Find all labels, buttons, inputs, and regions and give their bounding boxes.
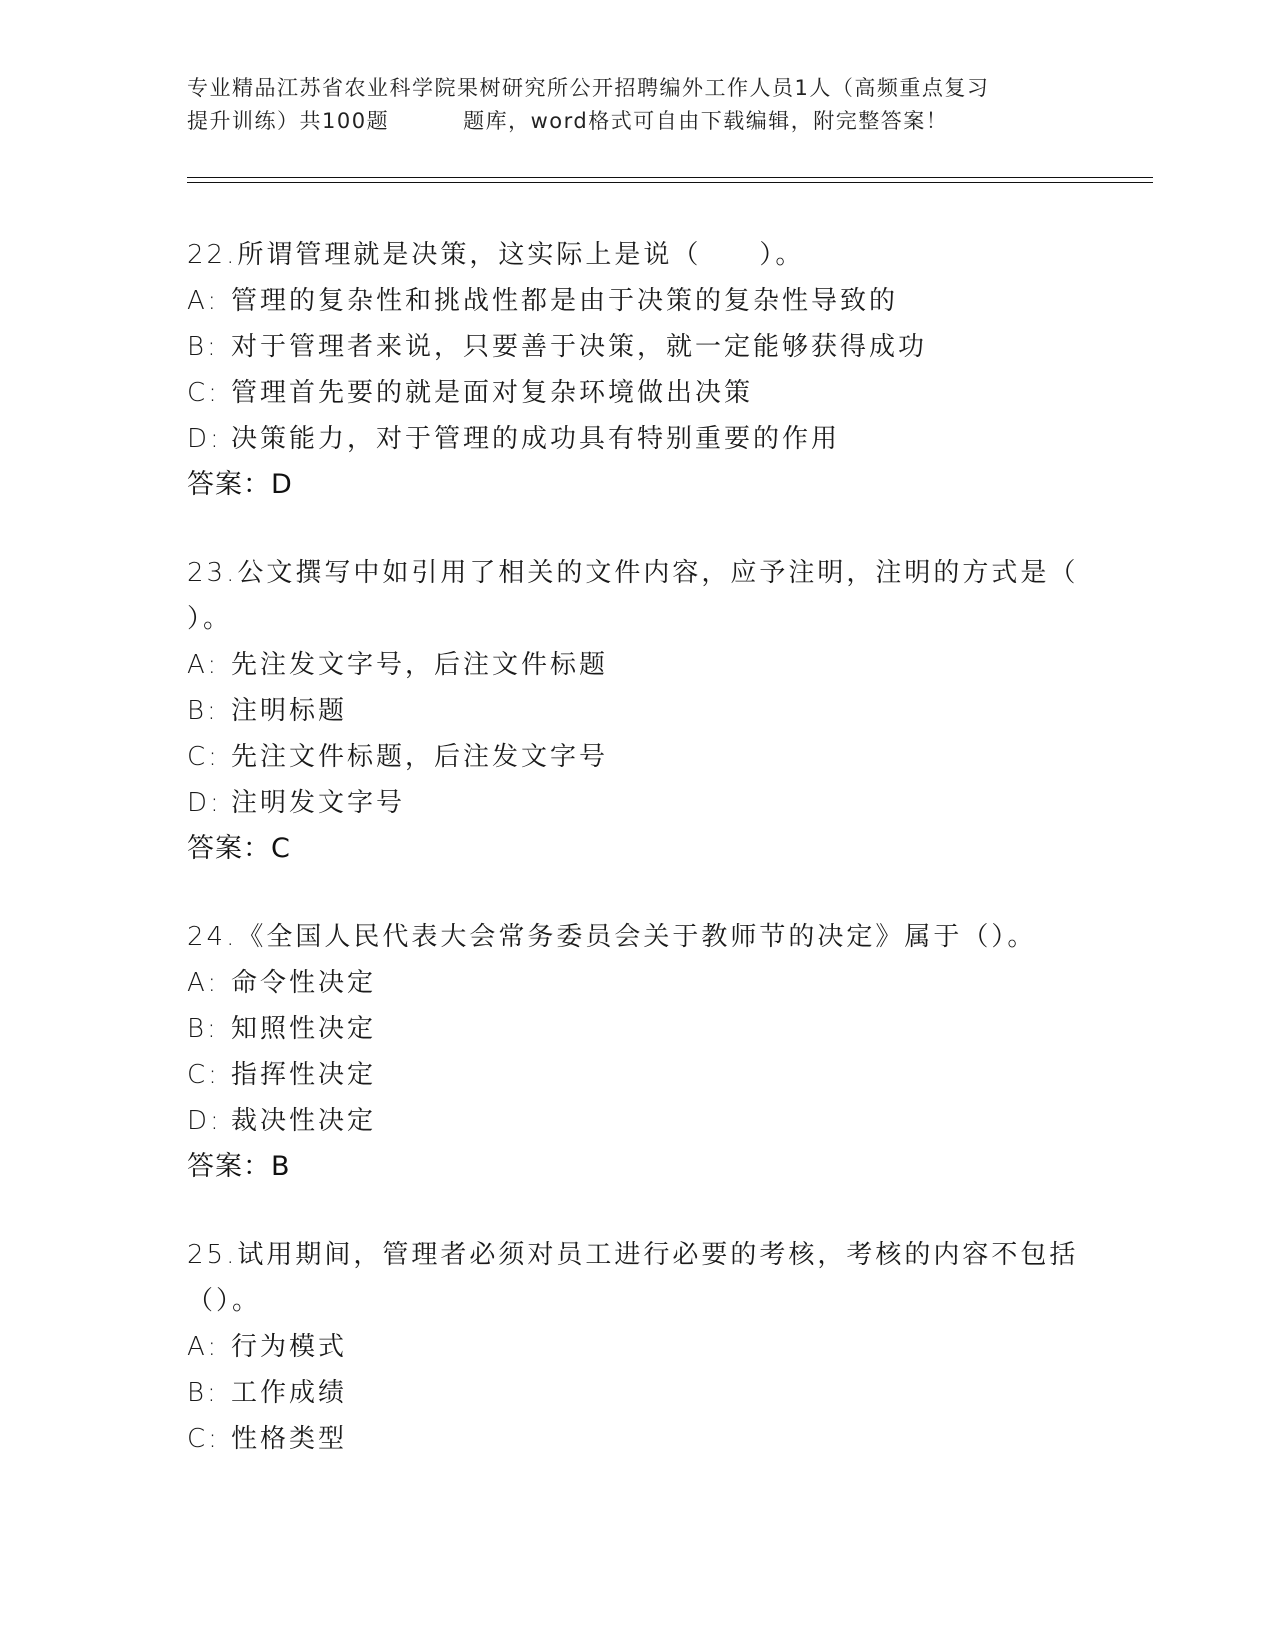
question-list <box>187 232 1087 1462</box>
question-stem: 22.所谓管理就是决策，这实际上是说（ ）。 <box>187 240 805 270</box>
option-key: C: <box>187 1424 220 1454</box>
question-stem: 23.公文撰写中如引用了相关的文件内容，应予注明，注明的方式是（ <box>187 558 1079 588</box>
option-key: A: <box>187 286 220 316</box>
option-b <box>187 324 1087 370</box>
question-item <box>187 914 1087 1190</box>
option-d <box>187 780 1087 826</box>
question-item <box>187 1232 1087 1462</box>
header-divider-top <box>187 177 1153 178</box>
option-text: 裁决性决定 <box>231 1106 377 1136</box>
header-line-2 <box>187 105 1087 138</box>
option-key: C: <box>187 378 220 408</box>
option-key: C: <box>187 1060 220 1090</box>
question-stem-continuation: ）。 <box>187 604 233 634</box>
answer-line: 答案：D <box>187 469 293 500</box>
option-text: 工作成绩 <box>231 1378 348 1408</box>
option-key: D: <box>187 788 222 818</box>
option-a <box>187 1324 1087 1370</box>
option-c <box>187 370 1087 416</box>
option-d <box>187 416 1087 462</box>
option-text: 指挥性决定 <box>231 1060 377 1090</box>
option-text: 管理的复杂性和挑战性都是由于决策的复杂性导致的 <box>231 286 899 316</box>
question-stem: 25.试用期间，管理者必须对员工进行必要的考核，考核的内容不包括 <box>187 1240 1079 1270</box>
option-text: 行为模式 <box>231 1332 348 1362</box>
question-stem: 24.《全国人民代表大会常务委员会关于教师节的决定》属于（）。 <box>187 922 1037 952</box>
option-key: A: <box>187 650 220 680</box>
option-c <box>187 1052 1087 1098</box>
option-text: 决策能力，对于管理的成功具有特别重要的作用 <box>231 424 841 454</box>
option-a <box>187 278 1087 324</box>
option-b <box>187 1370 1087 1416</box>
option-text: 对于管理者来说，只要善于决策，就一定能够获得成功 <box>231 332 928 362</box>
option-a <box>187 642 1087 688</box>
option-d <box>187 1098 1087 1144</box>
option-text: 注明标题 <box>231 696 348 726</box>
answer-line: 答案：C <box>187 833 291 864</box>
question-stem-continuation: （）。 <box>187 1286 262 1316</box>
option-a <box>187 960 1087 1006</box>
header-line-1: 专业精品江苏省农业科学院果树研究所公开招聘编外工作人员1人（高频重点复习 <box>187 76 990 100</box>
option-key: B: <box>187 332 219 362</box>
option-text: 注明发文字号 <box>231 788 406 818</box>
option-key: B: <box>187 1014 219 1044</box>
option-text: 先注发文字号，后注文件标题 <box>231 650 609 680</box>
answer-line: 答案：B <box>187 1151 291 1182</box>
option-text: 知照性决定 <box>231 1014 377 1044</box>
header-line-2-part-1: 提升训练）共100题 <box>187 109 390 133</box>
header-line-2-part-2: 题库，word格式可自由下载编辑，附完整答案！ <box>463 109 949 133</box>
option-key: B: <box>187 1378 219 1408</box>
option-c <box>187 734 1087 780</box>
option-c <box>187 1416 1087 1462</box>
option-key: B: <box>187 696 219 726</box>
option-text: 性格类型 <box>231 1424 348 1454</box>
document-header <box>187 72 1087 138</box>
question-item <box>187 550 1087 872</box>
option-text: 先注文件标题，后注发文字号 <box>231 742 609 772</box>
option-key: D: <box>187 1106 222 1136</box>
option-text: 命令性决定 <box>231 968 377 998</box>
option-key: A: <box>187 968 220 998</box>
header-divider-bottom <box>187 182 1153 183</box>
option-b <box>187 1006 1087 1052</box>
option-b <box>187 688 1087 734</box>
option-text: 管理首先要的就是面对复杂环境做出决策 <box>231 378 754 408</box>
option-key: D: <box>187 424 222 454</box>
option-key: A: <box>187 1332 220 1362</box>
option-key: C: <box>187 742 220 772</box>
question-item <box>187 232 1087 508</box>
